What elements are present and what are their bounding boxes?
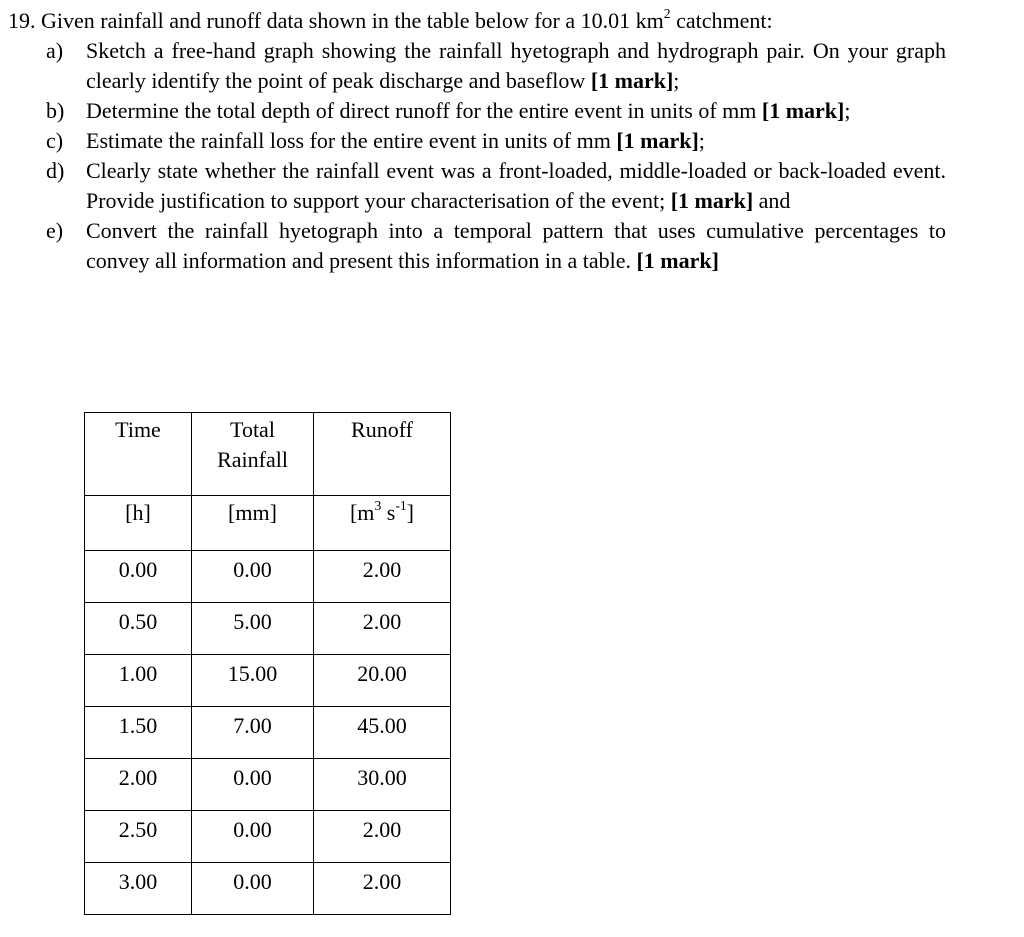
cell-runoff: 30.00 [314, 759, 451, 811]
part-letter: c) [46, 128, 64, 153]
rainfall-runoff-table [84, 412, 451, 915]
part-a [46, 36, 946, 96]
unit-rainfall: [mm] [192, 496, 314, 551]
question-intro: Given rainfall and runoff data shown in the table below for a 10.01 $km^2$ catchment: [41, 5, 773, 33]
part-text: Clearly state whether the rainfall event was a front-loaded, middle-loaded or back-loaded event. Provide justification to support your characterisation of the event; [1 mark] and [86, 158, 946, 213]
cell-rainfall: 0.00 [192, 811, 314, 863]
cell-time: 2.00 [85, 759, 192, 811]
mark-label: [1 mark] [670, 188, 754, 213]
cell-time: 1.00 [85, 655, 192, 707]
header-rainfall: Total Rainfall [192, 413, 314, 496]
table-header-row [85, 413, 451, 496]
table-row [85, 603, 451, 655]
question-parts [46, 36, 946, 276]
table-row [85, 551, 451, 603]
table-units-row [85, 496, 451, 551]
table-row [85, 759, 451, 811]
unit-runoff: [$m^3$ $s^{-1}$] [314, 496, 451, 551]
part-text: Convert the rainfall hyetograph into a temporal pattern that uses cumulative percentages to convey all information and present this information in a table. [1 mark] [86, 218, 946, 273]
cell-rainfall: 0.00 [192, 551, 314, 603]
cell-time: 2.50 [85, 811, 192, 863]
part-letter: d) [46, 158, 65, 183]
part-d [46, 156, 946, 216]
table-row [85, 863, 451, 915]
unit-time: [h] [85, 496, 192, 551]
part-text: Estimate the rainfall loss for the entire event in units of mm [1 mark]; [86, 128, 705, 153]
question-heading [8, 6, 773, 36]
part-letter: b) [46, 98, 65, 123]
cell-rainfall: 15.00 [192, 655, 314, 707]
mark-label: [1 mark] [636, 248, 719, 273]
cell-rainfall: 0.00 [192, 759, 314, 811]
part-c [46, 126, 946, 156]
cell-rainfall: 5.00 [192, 603, 314, 655]
part-letter: e) [46, 218, 64, 243]
table-row [85, 707, 451, 759]
mark-label: [1 mark] [761, 98, 845, 123]
cell-rainfall: 0.00 [192, 863, 314, 915]
cell-time: 1.50 [85, 707, 192, 759]
cell-time: 0.50 [85, 603, 192, 655]
cell-runoff: 45.00 [314, 707, 451, 759]
mark-label: [1 mark] [590, 68, 674, 93]
cell-time: 0.00 [85, 551, 192, 603]
cell-rainfall: 7.00 [192, 707, 314, 759]
cell-time: 3.00 [85, 863, 192, 915]
cell-runoff: 2.00 [314, 603, 451, 655]
part-text: Determine the total depth of direct runoff for the entire event in units of mm [1 mark]; [86, 98, 851, 123]
header-time: Time [85, 413, 192, 496]
part-text: Sketch a free-hand graph showing the rainfall hyetograph and hydrograph pair. On your graph clearly identify the point of peak discharge and baseflow [1 mark]; [86, 38, 946, 93]
cell-runoff: 2.00 [314, 863, 451, 915]
table-row [85, 811, 451, 863]
cell-runoff: 20.00 [314, 655, 451, 707]
part-b [46, 96, 946, 126]
part-letter: a) [46, 38, 64, 63]
question-number: 19. [8, 8, 36, 33]
header-runoff: Runoff [314, 413, 451, 496]
cell-runoff: 2.00 [314, 811, 451, 863]
mark-label: [1 mark] [616, 128, 699, 153]
cell-runoff: 2.00 [314, 551, 451, 603]
table-row [85, 655, 451, 707]
part-e [46, 216, 946, 276]
